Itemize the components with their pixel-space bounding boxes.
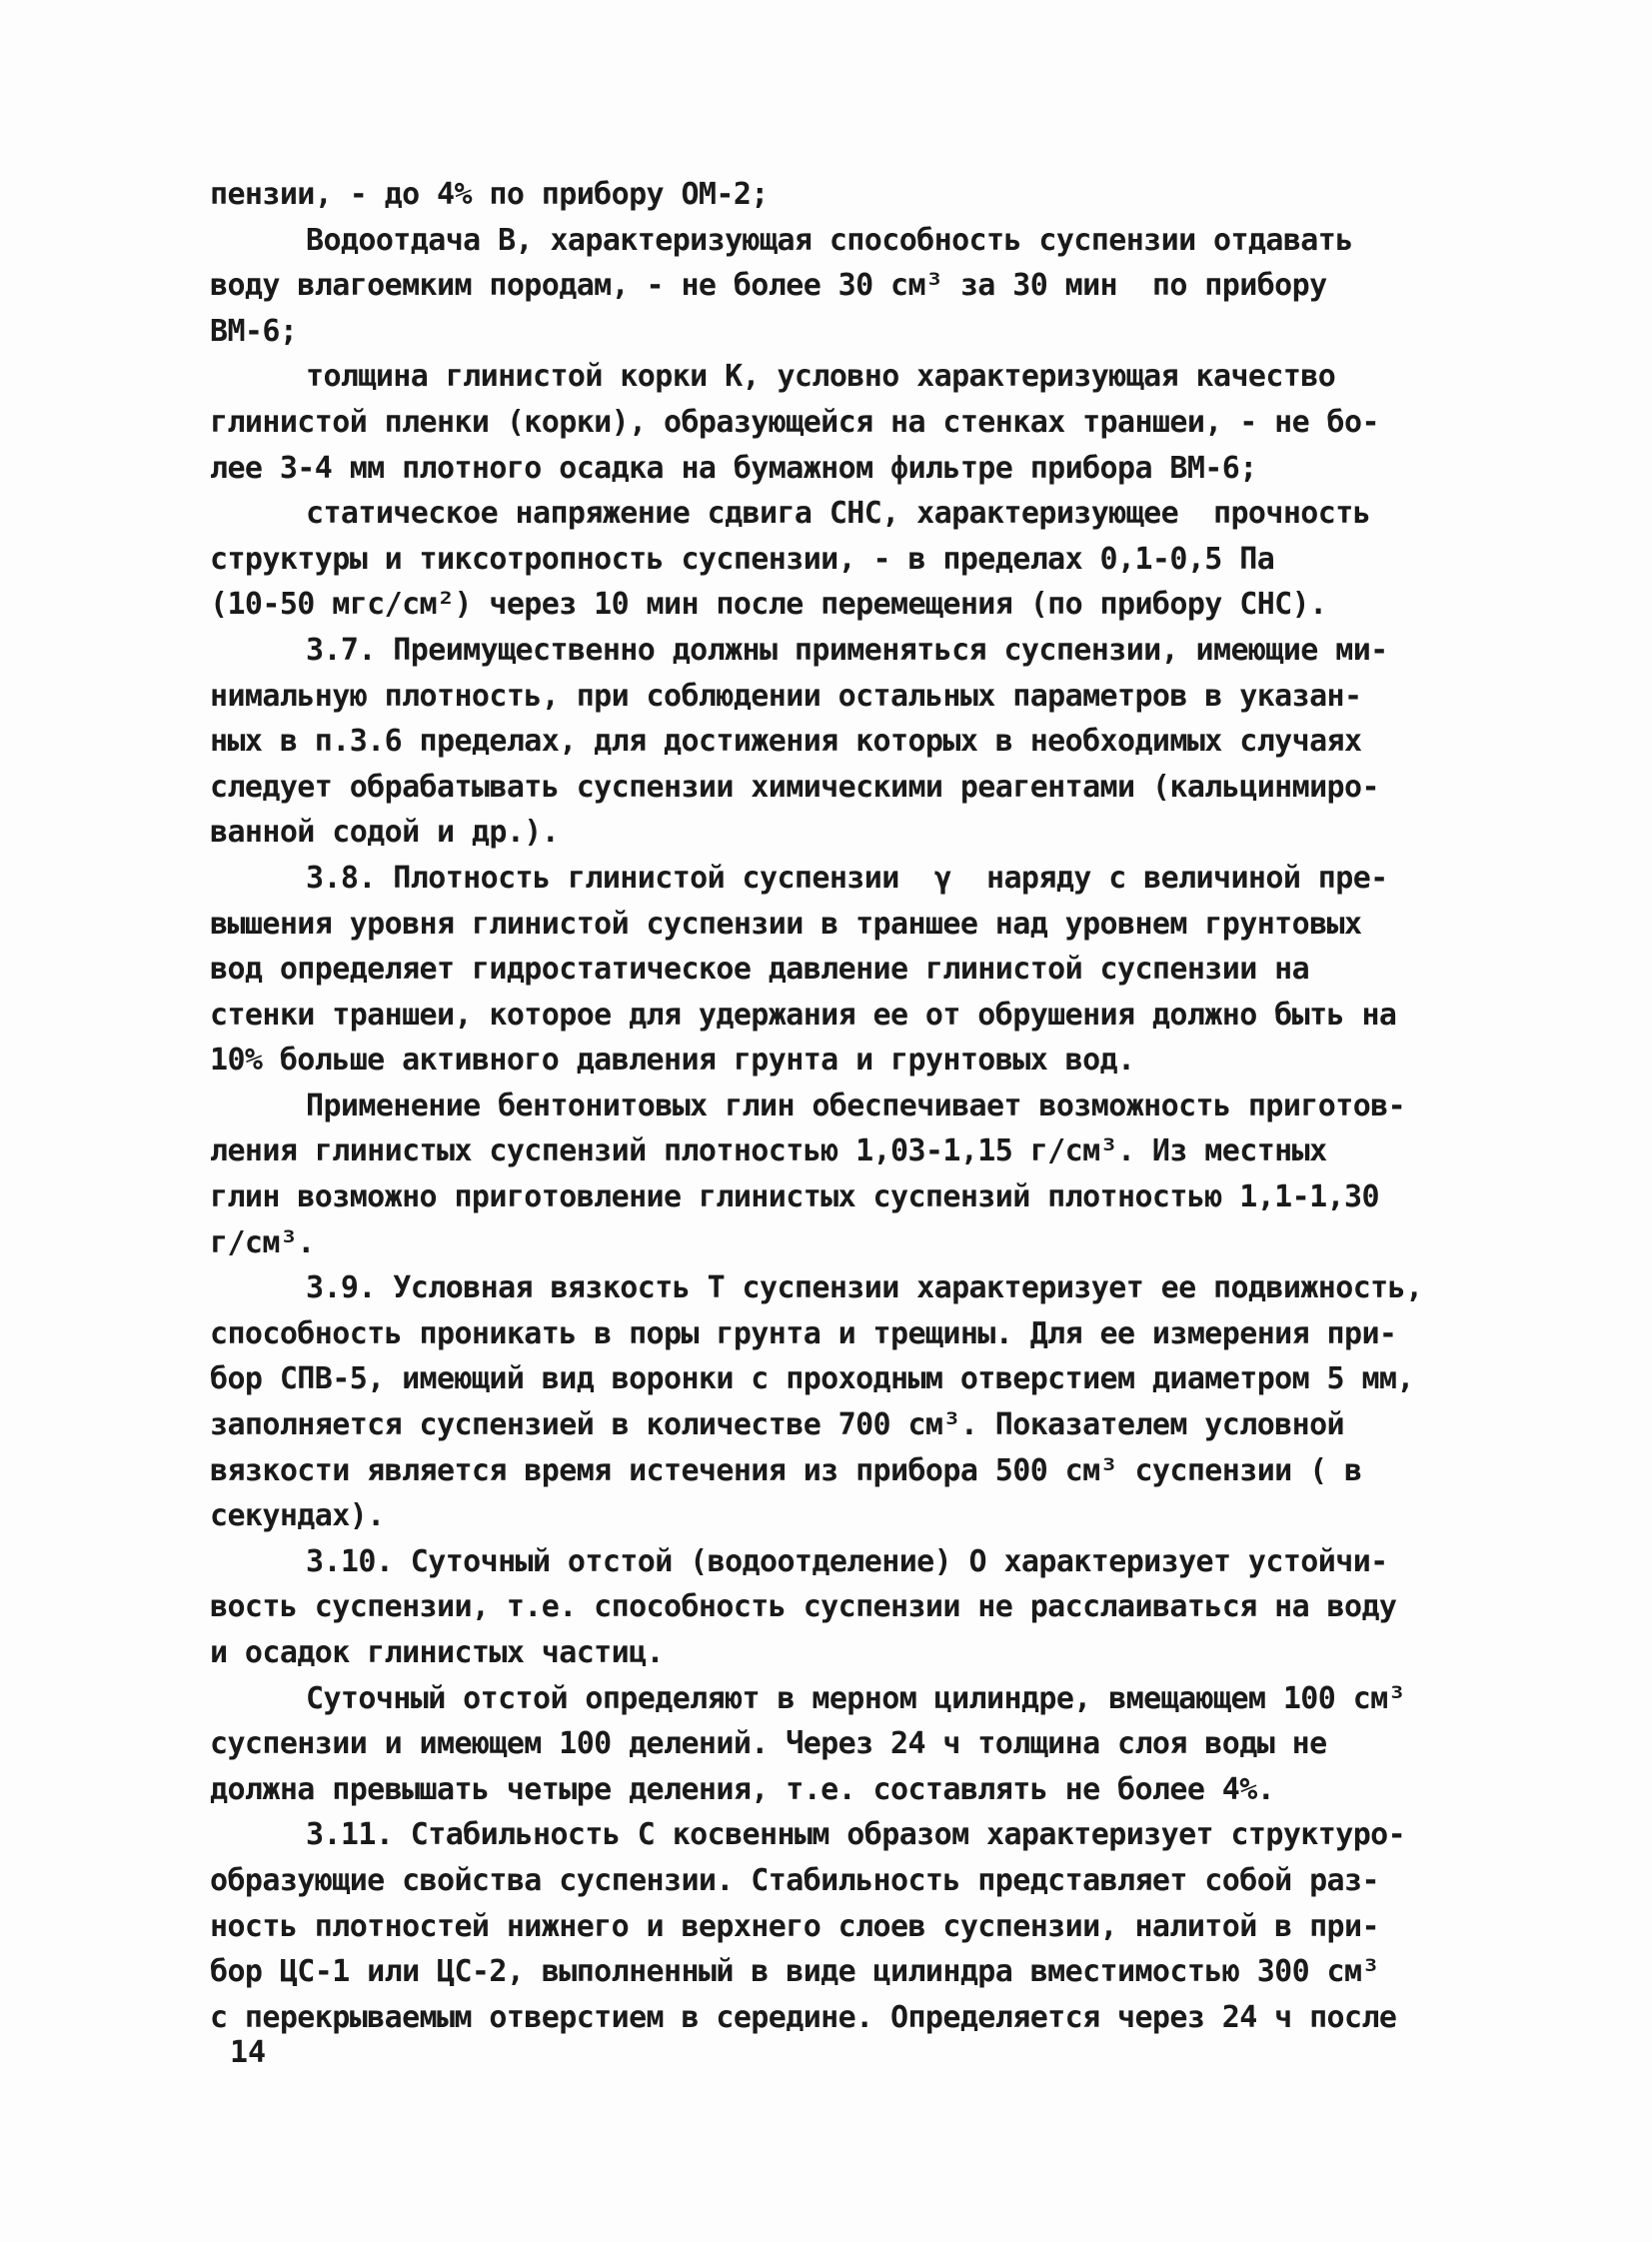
text-line: способность проникать в поры грунта и трещины. Для ее измерения при- [210,1315,1397,1351]
text-line: ность плотностей нижнего и верхнего слоев суспензии, налитой в при- [210,1908,1379,1944]
page-number: 14 [230,2035,267,2070]
document-body [210,172,1449,2040]
text-line: глин возможно приготовление глинистых суспензий плотностью 1,1-1,30 [210,1179,1379,1215]
text-line: следует обрабатывать суспензии химическими реагентами (кальцинмиро- [210,769,1379,805]
text-line: (10-50 мгс/см²) через 10 мин после перемещения (по прибору СНС). [210,587,1327,623]
text-line: вод определяет гидростатическое давление глинистой суспензии на [210,952,1310,988]
text-line: 10% больше активного давления грунта и грунтовых вод. [210,1043,1135,1079]
text-line: стенки траншеи, которое для удержания ее от обрушения должно быть на [210,997,1397,1033]
text-line: структуры и тиксотропность суспензии, - в пределах 0,1-0,5 Па [210,541,1275,577]
text-line: толщина глинистой корки К, условно характеризующая качество [306,359,1336,395]
text-line: ления глинистых суспензий плотностью 1,03-1,15 г/см³. Из местных [210,1133,1327,1169]
text-line: суспензии и имеющем 100 делений. Через 24 ч толщина слоя воды не [210,1726,1327,1762]
text-line: заполняется суспензией в количестве 700 см³. Показателем условной [210,1407,1344,1443]
text-line: 3.7. Преимущественно должны применяться суспензии, имеющие ми- [306,632,1388,668]
text-line: Суточный отстой определяют в мерном цилиндре, вмещающем 100 см³ [306,1680,1406,1716]
text-line: Применение бентонитовых глин обеспечивает возможность приготов- [306,1088,1406,1123]
text-line: с перекрываемым отверстием в середине. Определяется через 24 ч после [210,1999,1397,2035]
text-line: 3.10. Суточный отстой (водоотделение) О характеризует устойчи- [306,1543,1388,1579]
text-line: ванной содой и др.). [210,815,560,851]
text-line: 3.9. Условная вязкость Т суспензии характеризует ее подвижность, [306,1270,1423,1306]
text-line: вышения уровня глинистой суспензии в траншее над уровнем грунтовых [210,906,1362,942]
text-line: вость суспензии, т.е. способность суспензии не расслаиваться на воду [210,1589,1397,1625]
text-line: ных в п.3.6 пределах, для достижения которых в необходимых случаях [210,724,1362,760]
text-line: глинистой пленки (корки), образующейся на стенках траншеи, - не бо- [210,404,1379,440]
text-line: 3.11. Стабильность С косвенным образом характеризует структуро- [306,1817,1406,1853]
text-line: 3.8. Плотность глинистой суспензии γ наряду с величиной пре- [306,860,1388,896]
text-line: бор СПВ-5, имеющий вид воронки с проходным отверстием диаметром 5 мм, [210,1361,1414,1397]
text-line: должна превышать четыре деления, т.е. составлять не более 4%. [210,1771,1275,1807]
text-line: Водоотдача В, характеризующая способность суспензии отдавать [306,222,1353,258]
text-line: бор ЦС-1 или ЦС-2, выполненный в виде цилиндра вместимостью 300 см³ [210,1954,1379,1990]
text-line: статическое напряжение сдвига СНС, характеризующее прочность [306,496,1371,532]
text-line: ВМ-6; [210,313,298,349]
text-line: воду влагоемким породам, - не более 30 см³ за 30 мин по прибору [210,268,1327,304]
text-line: лее 3-4 мм плотного осадка на бумажном фильтре прибора ВМ-6; [210,450,1257,486]
text-line: секундах). [210,1498,385,1534]
text-line: пензии, - до 4% по прибору ОМ-2; [210,177,769,212]
text-line: и осадок глинистых частиц. [210,1635,664,1670]
text-line: г/см³. [210,1224,315,1260]
text-line: образующие свойства суспензии. Стабильность представляет собой раз- [210,1862,1379,1898]
text-line: вязкости является время истечения из прибора 500 см³ суспензии ( в [210,1452,1362,1488]
text-line: нимальную плотность, при соблюдении остальных параметров в указан- [210,678,1362,714]
